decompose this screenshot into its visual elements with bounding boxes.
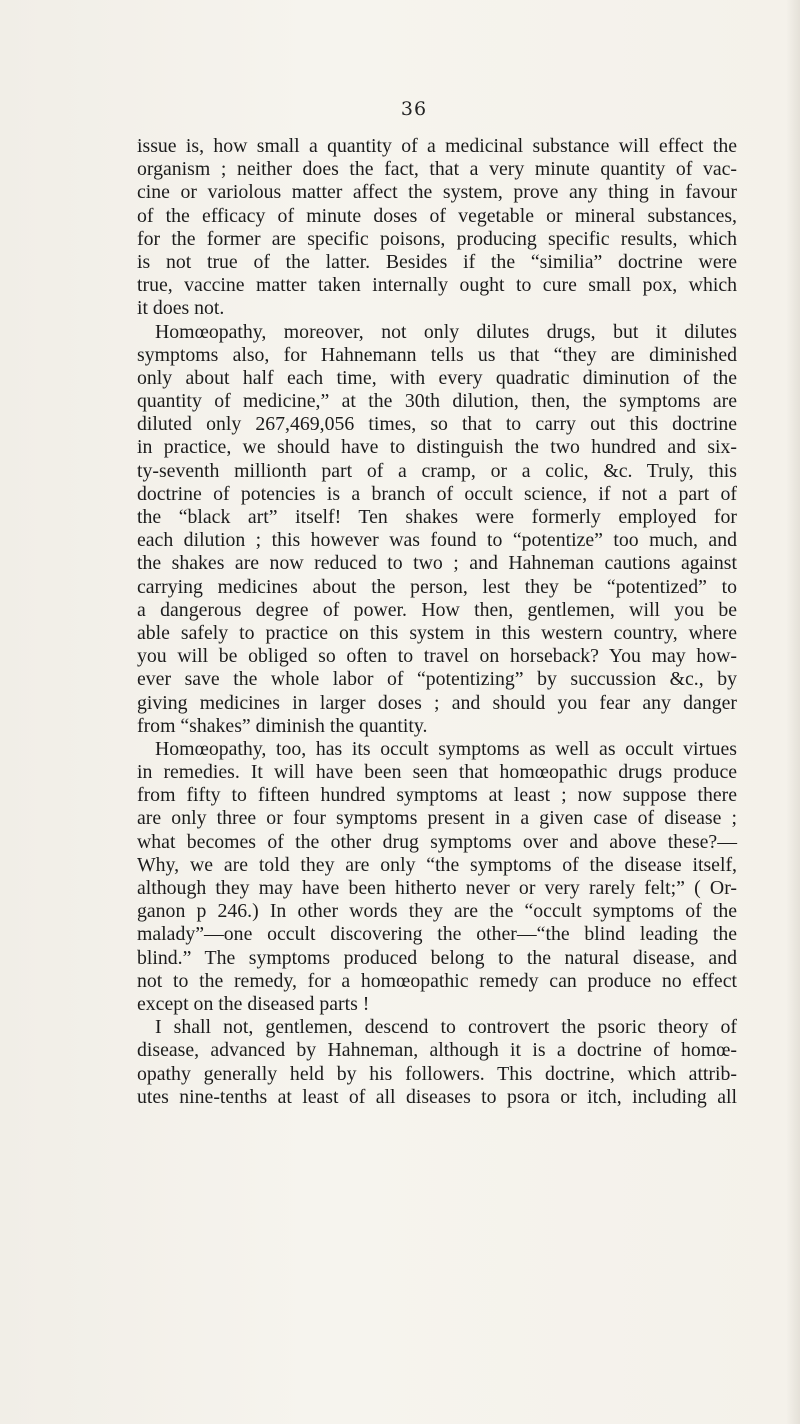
text-line: the shakes are now reduced to two ; and Hahneman cautions against [137,552,737,575]
text-line: true, vaccine matter taken internally ought to cure small pox, which [137,274,737,297]
text-line: diluted only 267,469,056 times, so that to carry out this doctrine [137,413,737,436]
text-line: not to the remedy, for a homœopathic remedy can produce no effect [137,969,737,992]
text-line: the “black art” itself! Ten shakes were formerly employed for [137,506,737,528]
text-line: ty-seventh millionth part of a cramp, or a colic, &c. Truly, this [137,459,737,482]
text-line: doctrine of potencies is a branch of occult science, if not a part of [137,482,737,505]
text-line: symptoms also, for Hahnemann tells us that “they are diminished [137,343,737,366]
text-line: except on the diseased parts ! [137,992,370,1015]
text-line: disease, advanced by Hahneman, although it is a doctrine of homœ- [137,1039,737,1062]
text-line: of the efficacy of minute doses of vegetable or mineral substances, [137,204,737,227]
text-line: malady”—one occult discovering the other—“the blind leading the [137,923,737,946]
text-line: Homœopathy, too, has its occult symptoms as well as occult virtues [155,737,737,760]
page-edge-shadow [786,0,800,1424]
text-line: a dangerous degree of power. How then, gentlemen, will you be [137,598,737,621]
text-line: each dilution ; this however was found to “potentize” too much, and [137,529,737,552]
text-line: opathy generally held by his followers. This doctrine, which attrib- [137,1062,737,1085]
text-line: in remedies. It will have been seen that homœopathic drugs produce [137,761,737,784]
text-line: Why, we are told they are only “the symptoms of the disease itself, [137,853,737,876]
text-line: blind.” The symptoms produced belong to the natural disease, and [137,946,737,969]
text-line: it does not. [137,297,225,320]
text-line: although they may have been hitherto never or very rarely felt;” ( Or- [137,877,737,899]
text-line: carrying medicines about the person, lest they be “potentized” to [137,575,737,598]
text-line: for the former are specific poisons, producing specific results, which [137,227,737,250]
text-line: ever save the whole labor of “potentizing” by succussion &c., by [137,668,737,691]
text-line: are only three or four symptoms present in a given case of disease ; [137,807,737,830]
text-line: Homœopathy, moreover, not only dilutes drugs, but it dilutes [155,320,737,343]
text-line: in practice, we should have to distinguish the two hundred and six- [137,436,737,459]
text-line: quantity of medicine,” at the 30th dilution, then, the symptoms are [137,390,737,413]
text-line: issue is, how small a quantity of a medicinal substance will effect the [137,135,737,157]
text-line: organism ; neither does the fact, that a very minute quantity of vac- [137,158,737,181]
text-line: cine or variolous matter affect the system, prove any thing in favour [137,181,737,204]
text-line: I shall not, gentlemen, descend to controvert the psoric theory of [155,1016,737,1039]
text-line: able safely to practice on this system in this western country, where [137,621,737,644]
body-text [137,135,737,1109]
text-line: utes nine-tenths at least of all diseases to psora or itch, including all [137,1085,737,1108]
text-line: is not true of the latter. Besides if the “similia” doctrine were [137,250,737,273]
text-line: from “shakes” diminish the quantity. [137,714,428,737]
text-line: from fifty to fifteen hundred symptoms at least ; now suppose there [137,784,737,807]
page-number: 36 [400,98,428,120]
text-line: giving medicines in larger doses ; and should you fear any danger [137,691,737,714]
text-line: you will be obliged so often to travel on horseback? You may how- [137,645,737,668]
text-line: only about half each time, with every quadratic diminution of the [137,366,737,389]
text-line: what becomes of the other drug symptoms over and above these?— [137,830,737,853]
text-line: ganon p 246.) In other words they are the “occult symptoms of the [137,900,737,923]
